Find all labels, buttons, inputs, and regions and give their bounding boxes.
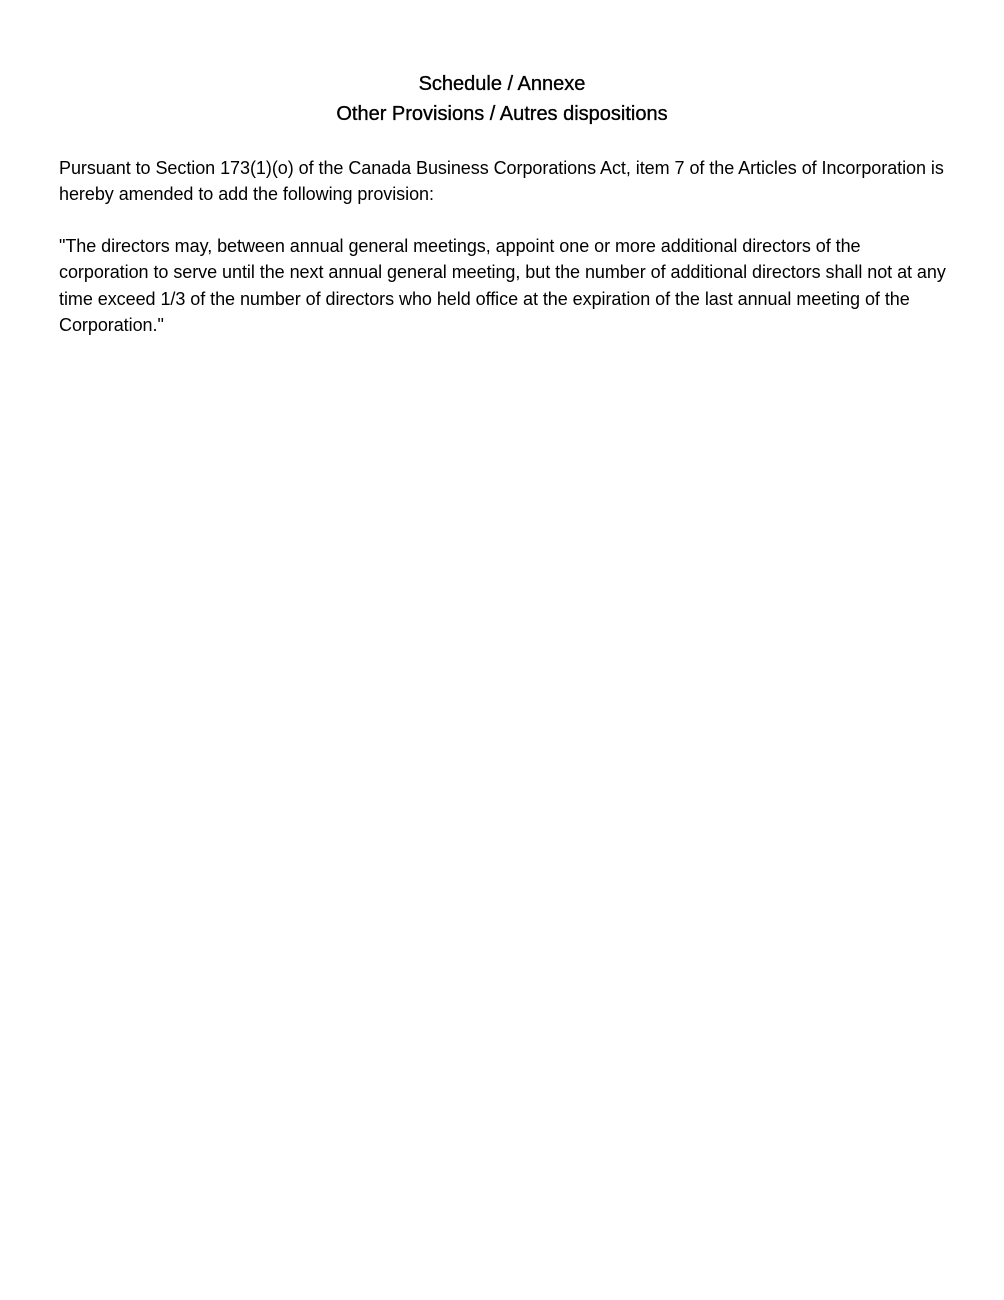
provision-intro-paragraph: Pursuant to Section 173(1)(o) of the Canada Business Corporations Act, item 7 of the Articles of Incorporation is hereby amended to add the following provision: <box>59 158 944 205</box>
provision-text-paragraph: "The directors may, between annual general meetings, appoint one or more additional directors of the corporation to serve until the next annual general meeting, but the number of additional directors shall not at any time exceed 1/3 of the number of directors who held office at the expiration of the last annual meeting of the Corporation." <box>59 236 946 335</box>
heading-schedule: Schedule / Annexe <box>418 73 586 95</box>
schedule-heading <box>0 69 1004 129</box>
heading-other-provisions: Other Provisions / Autres dispositions <box>336 103 668 125</box>
